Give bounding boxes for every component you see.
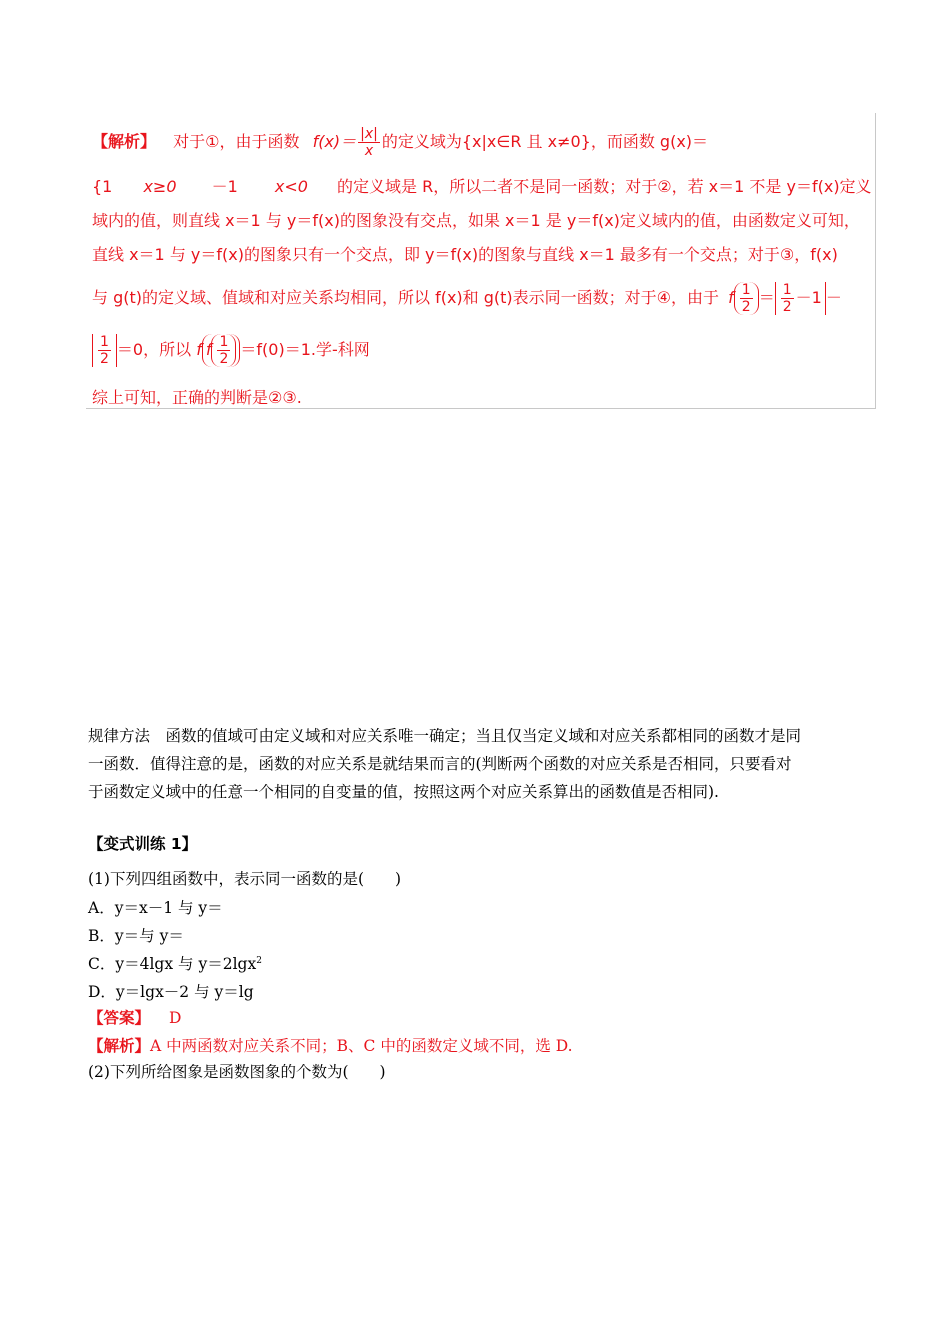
method-line-3: 于函数定义域中的任意一个相同的自变量的值，按照这两个对应关系算出的函数值是否相同). xyxy=(88,783,719,801)
analysis-line-3: 域内的值，则直线 x＝1 与 y＝f(x)的图象没有交点，如果 x＝1 是 y＝f(x)定义域内的值，由函数定义可知， xyxy=(92,211,860,230)
f-symbol: f xyxy=(728,288,734,307)
option-c-text: C．y＝4lgx 与 y＝2lgx xyxy=(88,955,257,973)
abs-half xyxy=(92,334,117,367)
piecewise-value-1: {1 xyxy=(92,177,113,196)
half-numerator-2: 1 xyxy=(782,282,792,298)
answer-label: 【答案】 xyxy=(88,1009,151,1027)
equals-zero-so: ＝0，所以 xyxy=(116,340,192,359)
analysis-line-5 xyxy=(92,282,842,315)
half-paren xyxy=(734,282,759,315)
half-fraction-4 xyxy=(217,334,230,367)
fx-expression: f(x)＝ xyxy=(312,132,357,151)
analysis-line-4: 直线 x＝1 与 y＝f(x)的图象只有一个交点，即 y＝f(x)的图象与直线 x＝1 最多有一个交点；对于③，f(x) xyxy=(92,245,838,264)
option-a: A．y＝x－1 与 y＝ xyxy=(88,899,223,917)
half-fraction-2 xyxy=(781,282,794,315)
question-2: (2)下列所给图象是函数图象的个数为( ) xyxy=(88,1063,386,1081)
analysis-line5-prefix: 与 g(t)的定义域、值域和对应关系均相同，所以 f(x)和 g(t)表示同一函数；对于④，由于 xyxy=(92,288,720,307)
answer-value: D xyxy=(168,1009,182,1027)
option-c-exponent: 2 xyxy=(256,955,262,966)
ff-paren xyxy=(202,334,241,367)
exercise-analysis-row xyxy=(88,1034,573,1056)
piecewise-condition-1: x≥0 xyxy=(143,177,177,196)
piecewise-condition-2: x<0 xyxy=(274,177,308,196)
abs-x-over-x-fraction xyxy=(358,126,380,159)
half-numerator: 1 xyxy=(741,282,751,298)
half-denominator-2: 2 xyxy=(782,299,792,315)
half-fraction xyxy=(740,282,753,315)
fraction-denominator: x xyxy=(364,143,374,159)
question-1: (1)下列四组函数中，表示同一函数的是( ) xyxy=(88,870,402,888)
abs-half-minus-one xyxy=(775,282,826,315)
option-d: D．y＝lgx－2 与 y＝lg xyxy=(88,983,254,1001)
equals-sign: ＝ xyxy=(758,288,775,307)
exercise-analysis-label: 【解析】 xyxy=(88,1037,151,1055)
exercise-analysis-text: A 中两函数对应关系不同；B、C 中的函数定义域不同，选 D. xyxy=(150,1037,573,1055)
half-fraction-3 xyxy=(98,334,111,367)
half-denominator-4: 2 xyxy=(219,351,229,367)
fraction-numerator: |x| xyxy=(360,126,378,142)
option-b: B．y＝与 y＝ xyxy=(88,927,184,945)
half-denominator: 2 xyxy=(741,299,751,315)
minus-sign: － xyxy=(825,288,842,307)
half-numerator-4: 1 xyxy=(219,334,229,350)
f-outer-symbol: f xyxy=(196,340,202,359)
analysis-line-6 xyxy=(92,334,370,367)
half-denominator-3: 2 xyxy=(100,351,109,367)
minus-one: －1 xyxy=(795,288,822,307)
analysis-line6-suffix: ＝f(0)＝1.学-科网 xyxy=(240,340,370,359)
piecewise-value-2: －1 xyxy=(211,177,238,196)
half-numerator-3: 1 xyxy=(100,334,109,350)
analysis-label: 【解析】 xyxy=(92,132,157,151)
method-line-2: 一函数．值得注意的是，函数的对应关系是就结果而言的(判断两个函数的对应关系是否相同，只要看对 xyxy=(88,755,792,773)
exercise-heading: 【变式训练 1】 xyxy=(88,835,198,853)
option-c xyxy=(88,952,262,974)
f-inner-symbol: f xyxy=(205,340,212,359)
analysis-line-1 xyxy=(92,126,708,159)
analysis-line1-prefix: 对于①，由于函数 xyxy=(173,132,300,151)
analysis-line1-suffix: 的定义域为{x|x∈R 且 x≠0}，而函数 g(x)＝ xyxy=(381,132,709,151)
method-line-1: 规律方法 函数的值域可由定义域和对应关系唯一确定；当且仅当定义域和对应关系都相同的函数才是同 xyxy=(88,727,802,745)
answer-row xyxy=(88,1006,181,1028)
inner-half-paren xyxy=(211,334,236,367)
analysis-line-2 xyxy=(92,174,872,197)
analysis-line2-suffix: 的定义域是 R，所以二者不是同一函数；对于②，若 x＝1 不是 y＝f(x)定义 xyxy=(337,177,872,196)
analysis-conclusion: 综上可知，正确的判断是②③. xyxy=(92,388,302,407)
